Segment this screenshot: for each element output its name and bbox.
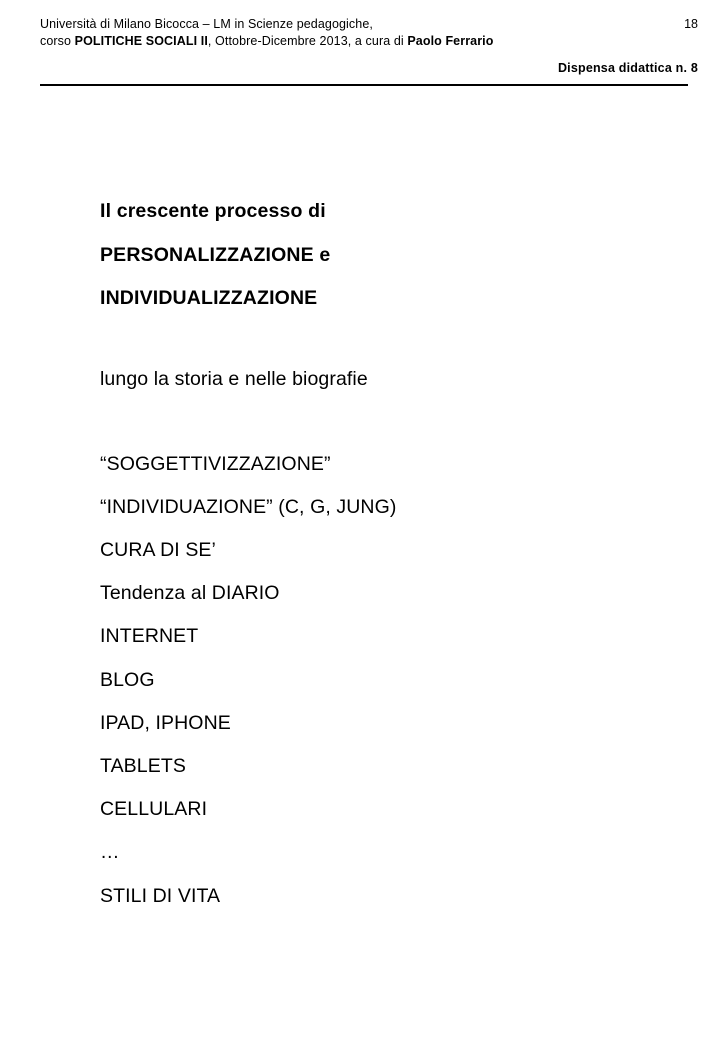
header-institution: Università di Milano Bicocca – LM in Scienze pedagogiche, (40, 17, 373, 31)
list-item: STILI DI VITA (100, 884, 221, 907)
header-author: Paolo Ferrario (407, 34, 494, 48)
list-item: “SOGGETTIVIZZAZIONE” (100, 452, 331, 475)
list-item: CELLULARI (100, 798, 208, 821)
slide-subtitle-text: lungo la storia e nelle biografie (100, 367, 368, 390)
list-item: … (100, 841, 120, 864)
list-item: “INDIVIDUAZIONE” (C, G, JUNG) (100, 495, 397, 518)
header-handout-label: Dispensa didattica n. 8 (557, 61, 698, 75)
slide-title-line-2: PERSONALIZZAZIONE e (100, 243, 331, 266)
list-item: BLOG (100, 668, 155, 691)
list-item: INTERNET (100, 625, 199, 648)
list-item: Tendenza al DIARIO (100, 582, 280, 605)
slide-title (100, 190, 680, 321)
header-course (40, 33, 688, 50)
list-item: TABLETS (100, 754, 186, 777)
slide-content (100, 190, 680, 918)
header-course-prefix: corso (40, 34, 75, 48)
list-item: IPAD, IPHONE (100, 711, 231, 734)
page-number: 18 (684, 17, 698, 31)
slide-list (100, 443, 680, 918)
page-header (40, 16, 688, 50)
header-divider (40, 84, 688, 86)
slide-title-line-1: Il crescente processo di (100, 200, 326, 222)
slide-subtitle (100, 364, 680, 394)
list-item: CURA DI SE’ (100, 538, 216, 561)
slide-title-line-3: INDIVIDUALIZZAZIONE (100, 287, 318, 309)
header-course-name: POLITICHE SOCIALI II (74, 34, 208, 48)
header-course-period: , Ottobre-Dicembre 2013, a cura di (207, 34, 408, 48)
